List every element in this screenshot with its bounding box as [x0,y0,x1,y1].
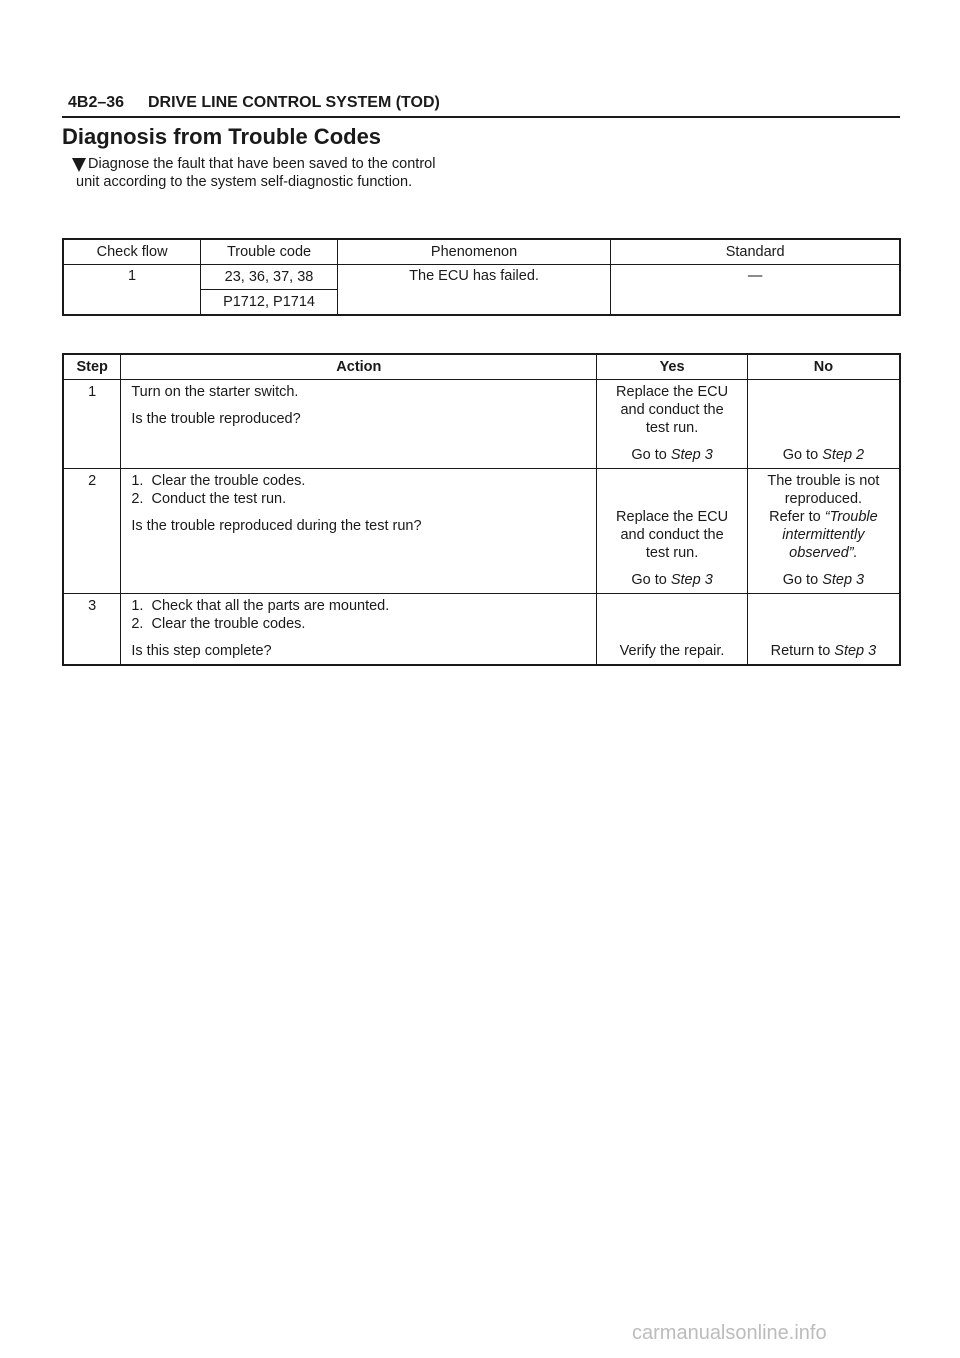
yes-line: and conduct the [620,402,724,418]
table-row [63,594,900,666]
goto-text: Go to [782,447,823,463]
no-goto [748,642,899,660]
header-action: Action [121,354,597,380]
trouble-code-cell: P1712, P1714 [201,290,338,316]
yes-goto [597,571,747,589]
header-no: No [747,354,900,380]
no-goto [748,446,899,464]
action-question: Is this step complete? [131,643,272,659]
action-cell [121,594,597,666]
no-line: reproduced. [784,491,863,507]
intro-line-2: unit according to the system self-diagnostic function. [76,174,413,190]
action-line: 2. Clear the trouble codes. [131,616,306,632]
yes-line: test run. [645,545,699,561]
diagnosis-steps-table [62,353,901,666]
goto-text: Return to [770,643,835,659]
step-ref: Step 2 [822,447,865,463]
header-standard: Standard [611,239,900,265]
goto-text: Go to [631,447,671,463]
intro-line-1: Diagnose the fault that have been saved to the control [88,156,436,172]
page-title: Diagnosis from Trouble Codes [62,124,382,149]
action-line: Turn on the starter switch. [131,384,299,400]
action-question: Is the trouble reproduced during the test run? [131,518,422,534]
action-line: 1. Check that all the parts are mounted. [131,598,390,614]
header-check-flow: Check flow [63,239,201,265]
no-goto [748,571,899,589]
section-title: DRIVE LINE CONTROL SYSTEM (TOD) [148,94,440,111]
header-step: Step [63,354,121,380]
no-cell [747,380,900,469]
table-header-row [63,239,900,265]
step-ref: Step 3 [822,572,865,588]
no-line: The trouble is not [767,473,880,489]
action-line: 2. Conduct the test run. [131,491,287,507]
table-row [63,380,900,469]
yes-goto [597,446,747,464]
table-header-row [63,354,900,380]
table-row [63,265,900,290]
goto-text: Go to [782,572,823,588]
watermark: carmanualsonline.info [632,1322,827,1344]
step-ref: Step 3 [670,447,713,463]
step-ref: Step 3 [670,572,713,588]
header-yes: Yes [597,354,748,380]
refer-text: Refer to [769,509,825,525]
step-ref: Step 3 [834,643,877,659]
action-cell [121,469,597,594]
refer-ref: observed”. [789,545,858,561]
check-flow-cell: 1 [63,265,201,316]
step-number: 2 [63,469,121,594]
refer-ref: “Trouble [824,509,878,525]
no-cell [747,594,900,666]
yes-cell [597,380,748,469]
action-cell [121,380,597,469]
trouble-code-cell: 23, 36, 37, 38 [201,265,338,290]
trouble-code-table [62,238,901,316]
yes-line: Replace the ECU [616,509,729,525]
action-line: 1. Clear the trouble codes. [131,473,306,489]
step-number: 3 [63,594,121,666]
no-refer [748,508,899,526]
standard-cell: — [611,265,900,316]
triangle-bullet-icon [72,158,86,172]
page-code: 4B2–36 [68,94,125,111]
refer-ref: intermittently [782,527,865,543]
header-phenomenon: Phenomenon [337,239,610,265]
no-cell [747,469,900,594]
yes-cell [597,594,748,666]
action-question: Is the trouble reproduced? [131,411,301,427]
header-trouble-code: Trouble code [201,239,338,265]
phenomenon-cell: The ECU has failed. [337,265,610,316]
page-header [62,92,900,118]
yes-cell [597,469,748,594]
yes-text: Verify the repair. [619,643,725,659]
yes-line: and conduct the [620,527,724,543]
step-number: 1 [63,380,121,469]
yes-line: Replace the ECU [616,384,729,400]
table-row [63,469,900,594]
yes-line: test run. [645,420,699,436]
goto-text: Go to [631,572,671,588]
